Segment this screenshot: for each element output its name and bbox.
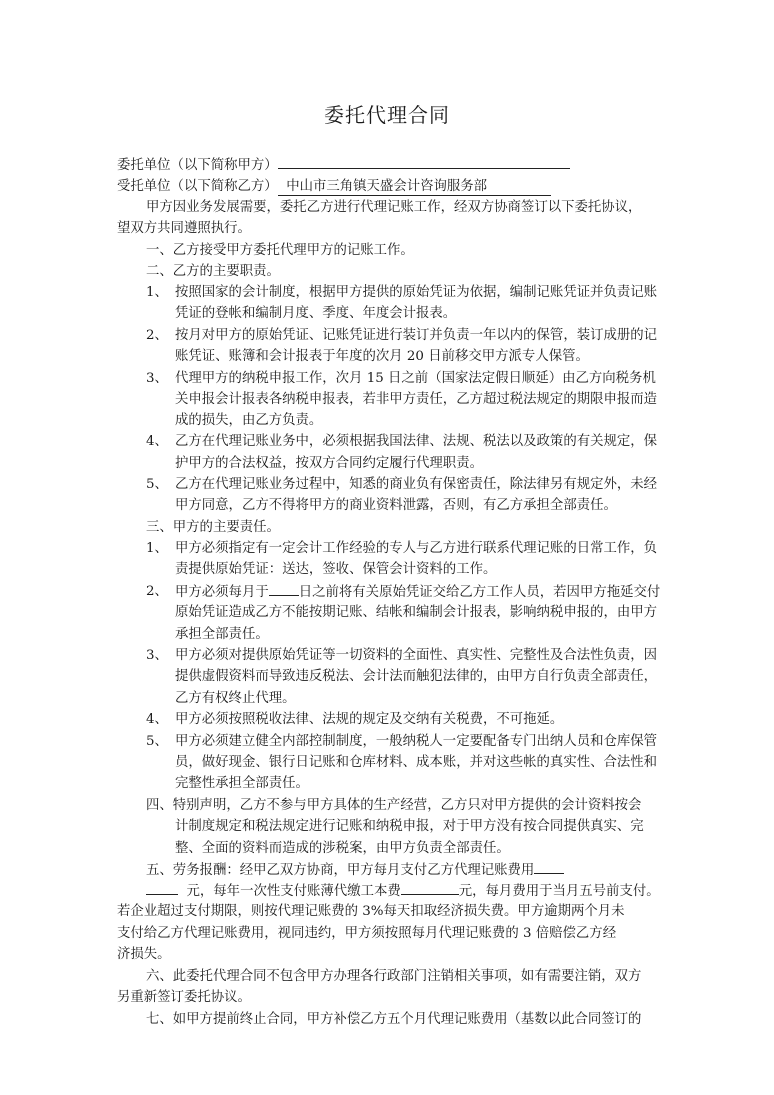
party-b-label: 受托单位（以下简称乙方）: [117, 179, 278, 194]
section-7-line: 七、如甲方提前终止合同，甲方补偿乙方五个月代理记账费用（基数以此合同签订的: [146, 1012, 642, 1027]
section-5-line: 若企业超过支付期限，则按代理记账费的 3%每天扣取经济损失费。甲方逾期两个月未: [117, 904, 625, 919]
party-b-name: 中山市三角镇天盛会计咨询服务部: [286, 179, 488, 194]
s2-item-3-line: 关申报会计报表各纳税申报表，若非甲方责任，乙方超过税法规定的期限申报而造: [175, 392, 658, 407]
s3-item-4-number: 4、: [146, 712, 168, 727]
s2-item-1-line: 凭证的登帐和编制月度、季度、年度会计报表。: [175, 306, 457, 321]
s3-item-3-line: 提供虚假资料而导致违反税法、会计法而触犯法律的，由甲方自行负责全部责任，: [175, 669, 658, 684]
section-2-heading: 二、乙方的主要职责。: [146, 264, 280, 279]
section-4-line: 计制度规定和税法规定进行记账和纳税申报，对于甲方没有按合同提供真实、完: [175, 819, 644, 834]
s3-item-5-line: 完整性承担全部责任。: [175, 776, 309, 791]
s3-item-2-line: [175, 581, 660, 603]
section-6-line: 六、此委托代理合同不包含甲方办理各行政部门注销相关事项，如有需要注销，双方: [146, 969, 642, 984]
s2-item-3-line: 代理甲方的纳税申报工作，次月 15 日之前（国家法定假日顺延）由乙方向税务机: [175, 371, 656, 386]
s3-item-5-number: 5、: [146, 734, 168, 749]
s3-item-3-number: 3、: [146, 648, 168, 663]
s3-item-3-line: 乙方有权终止代理。: [175, 691, 296, 706]
section-6-line: 另重新签订委托协议。: [117, 990, 251, 1005]
s3-item-5-line: 员，做好现金、银行日记账和仓库材料、成本账，并对这些帐的真实性、合法性和: [175, 755, 658, 770]
party-a-blank[interactable]: [278, 154, 570, 169]
s3-item-5-line: 甲方必须建立健全内部控制制度，一般纳税人一定要配备专门出纳人员和仓库保管: [175, 734, 658, 749]
section-4-line: 四、特别声明，乙方不参与甲方具体的生产经营，乙方只对甲方提供的会计资料按会: [146, 798, 642, 813]
s2-item-2-number: 2、: [146, 328, 168, 343]
party-b-line: [117, 176, 551, 197]
section-5-text: 五、劳务报酬：经甲乙双方协商，甲方每月支付乙方代理记账费用: [146, 863, 535, 878]
s2-item-2-line: 按月对甲方的原始凭证、记账凭证进行装订并负责一年以内的保管，装订成册的记: [175, 328, 658, 343]
s2-item-3-number: 3、: [146, 371, 168, 386]
s2-item-1-line: 按照国家的会计制度，根据甲方提供的原始凭证为依据，编制记账凭证并负责记账: [175, 285, 658, 300]
s2-item-4-line: 护甲方的合法权益，按双方合同约定履行代理职责。: [175, 456, 483, 471]
s2-item-5-line: 乙方在代理记账业务过程中，知悉的商业负有保密责任，除法律另有规定外，未经: [175, 477, 658, 492]
s3-item-3-line: 甲方必须对提供原始凭证等一切资料的全面性、真实性、完整性及合法性负责，因: [175, 648, 658, 663]
s3-item-1-number: 1、: [146, 541, 168, 556]
section-5-line: 支付给乙方代理记账费用，视同违约，甲方须按照每月代理记账费的 3 倍赔偿乙方经: [117, 926, 617, 941]
s2-item-4-number: 4、: [146, 434, 168, 449]
s3-item-1-line: 甲方必须指定有一定会计工作经验的专人与乙方进行联系代理记账的日常工作，负: [175, 541, 658, 556]
s3-item-2-text-b: 日之前将有关原始凭证交给乙方工作人员，若因甲方拖延交付: [298, 585, 661, 600]
s2-item-1-number: 1、: [146, 285, 168, 300]
intro-line-2: 望双方共同遵照执行。: [117, 221, 251, 236]
s3-item-2-line: 承担全部责任。: [175, 627, 269, 642]
s2-item-3-line: 成的损失，由乙方负责。: [175, 413, 323, 428]
section-5-text: 元，每月费用于当月五号前支付。: [458, 884, 660, 899]
party-b-name-field[interactable]: [278, 179, 551, 196]
s2-item-4-line: 乙方在代理记账业务中，必须根据我国法律、法规、税法以及政策的有关规定，保: [175, 434, 658, 449]
party-a-line: [117, 154, 570, 176]
section-5-line: [146, 880, 660, 902]
s2-item-5-number: 5、: [146, 477, 168, 492]
monthly-fee-amount-blank[interactable]: [146, 880, 178, 895]
annual-fee-blank[interactable]: [401, 880, 459, 895]
s3-item-1-line: 责提供原始凭证：送达，签收、保管会计资料的工作。: [175, 562, 497, 577]
document-title: 委托代理合同: [324, 103, 450, 127]
submission-day-blank[interactable]: [269, 581, 299, 596]
section-5-line: 济损失。: [117, 947, 171, 962]
s3-item-2-number: 2、: [146, 584, 168, 599]
intro-line-1: 甲方因业务发展需要，委托乙方进行代理记账工作，经双方协商签订以下委托协议，: [146, 200, 642, 215]
section-5-text: 元，每年一次性支付账薄代缴工本费: [186, 884, 401, 899]
section-4-line: 整、全面的资料而造成的涉税案，由甲方负责全部责任。: [175, 841, 510, 856]
s2-item-2-line: 账凭证、账簿和会计报表于年度的次月 20 日前移交甲方派专人保管。: [175, 349, 589, 364]
section-3-heading: 三、甲方的主要责任。: [146, 520, 280, 535]
s2-item-5-line: 甲方同意，乙方不得将甲方的商业资料泄露，否则，有乙方承担全部责任。: [175, 498, 617, 513]
section-5-line: [146, 859, 564, 881]
s3-item-4-line: 甲方必须按照税收法律、法规的规定及交纳有关税费，不可拖延。: [175, 712, 564, 727]
section-1: 一、乙方接受甲方委托代理甲方的记账工作。: [146, 243, 414, 258]
s3-item-2-line: 原始凭证造成乙方不能按期记账、结帐和编制会计报表，影响纳税申报的，由甲方: [175, 605, 658, 620]
monthly-fee-blank[interactable]: [534, 859, 564, 874]
s3-item-2-text-a: 甲方必须每月于: [175, 585, 269, 600]
party-a-label: 委托单位（以下简称甲方）: [117, 158, 278, 173]
